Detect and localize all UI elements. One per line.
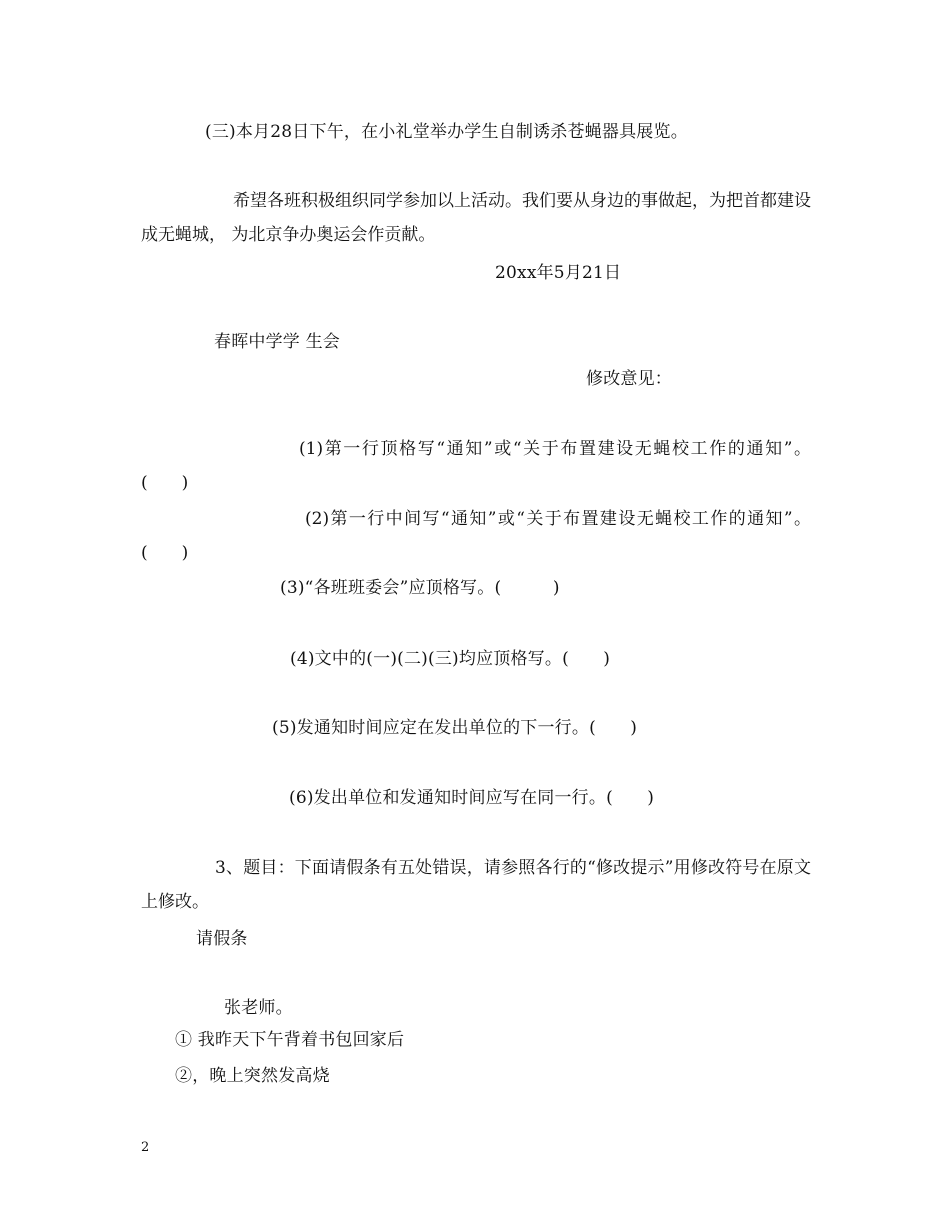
revision-option-6: (6)发出单位和发通知时间应写在同一行。( )	[289, 788, 655, 808]
revision-option-5: (5)发通知时间应定在发出单位的下一行。( )	[272, 718, 638, 738]
revision-option-4: (4)文中的(一)(二)(三)均应顶格写。( )	[290, 649, 611, 669]
leave-note-line-2: ②，晚上突然发高烧	[175, 1066, 330, 1086]
leave-note-salutation: 张老师。	[224, 998, 293, 1018]
revision-option-1: (1)第一行顶格写“通知”或“关于布置建设无蝇校工作的通知”。( )	[141, 439, 811, 493]
notice-date: 20xx年5月21日	[495, 263, 622, 283]
item-three-text: (三)本月28日下午，在小礼堂举办学生自制诱杀苍蝇器具展览。	[205, 122, 688, 142]
page-number: 2	[141, 1140, 150, 1155]
revision-heading: 修改意见：	[586, 369, 672, 389]
leave-note-title: 请假条	[196, 929, 248, 949]
revision-option-3: (3)“各班班委会”应顶格写。( )	[280, 578, 560, 598]
revision-option-2: (2)第一行中间写“通知”或“关于布置建设无蝇校工作的通知”。( )	[141, 509, 811, 563]
issuer-name: 春晖中学学 生会	[214, 332, 341, 352]
leave-note-line-1: ① 我昨天下午背着书包回家后	[175, 1030, 405, 1050]
question-three: 3、题目：下面请假条有五处错误，请参照各行的“修改提示”用修改符号在原文上修改。	[141, 858, 811, 912]
hope-paragraph: 希望各班积极组织同学参加以上活动。我们要从身边的事做起，为把首都建设成无蝇城， 为北京争办奥运会作贡献。	[141, 191, 811, 245]
